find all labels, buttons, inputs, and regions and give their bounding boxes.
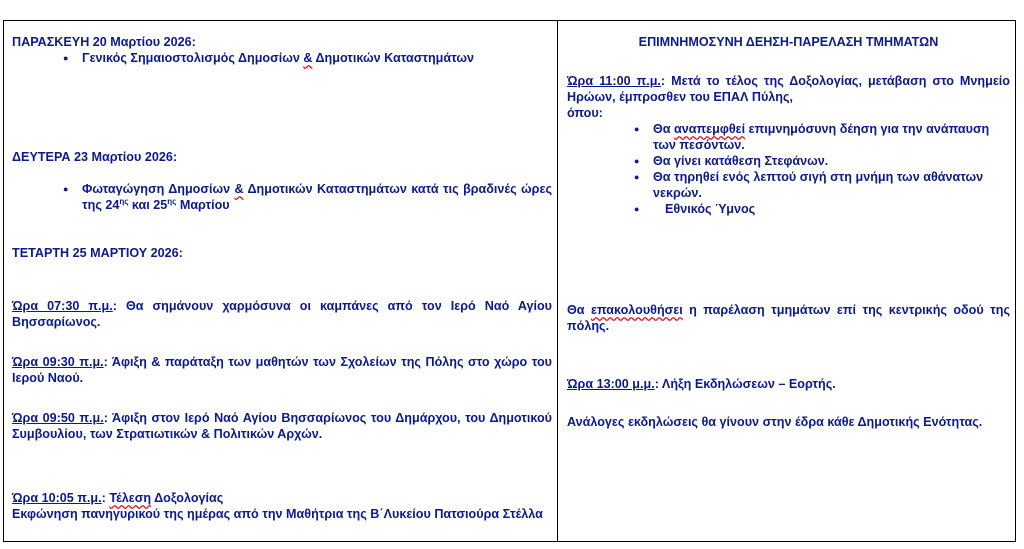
monday-bullet-part2: Δημοτικών Καταστημάτων κατά τις βραδινές ώρες της 24 [82, 182, 552, 212]
event-0950-time: Ώρα 09:50 π.μ. [12, 411, 104, 425]
monday-bullet-part1: Φωταγώγηση Δημοσίων [82, 182, 235, 196]
parade-text [567, 302, 1010, 334]
event-1005-speech: Εκφώνηση πανηγυρικού της ημέρας από την Μαθήτρια της Β΄Λυκείου Πατσιούρα Στέλλα [12, 507, 543, 521]
friday-list [82, 50, 552, 66]
wednesday-heading: ΤΕΤΑΡΤΗ 25 ΜΑΡΤΙΟΥ 2026: [12, 246, 183, 260]
ceremony-bullet-1-word: αναπεμφθεί [674, 122, 746, 136]
column-divider [557, 20, 558, 542]
event-1005-text: Δοξολογίας [151, 491, 224, 505]
event-0950-text: : Άφιξη στον Ιερό Ναό Αγίου Βησσαρίωνος του Δημάρχου, του Δημοτικού Συμβουλίου, των Στρατιωτικών & Πολιτικών Αρχών. [12, 411, 552, 441]
monday-section [12, 149, 552, 213]
event-1005-time: Ώρα 10:05 π.μ. [12, 491, 102, 505]
event-0730 [12, 298, 552, 330]
ceremony-list [653, 121, 1010, 217]
friday-bullet-part1: Γενικός Σημαιοστολισμός Δημοσίων [82, 51, 304, 65]
event-1005 [12, 490, 552, 522]
wednesday-section [12, 245, 552, 261]
monday-bullet-amp: & [234, 182, 244, 196]
event-1005-celebration: Τέλεση [109, 491, 152, 505]
event-1300 [567, 376, 1010, 392]
event-1005-sep: : [101, 491, 110, 505]
monday-bullet [82, 181, 552, 213]
ceremony-bullet-1-part1: Θα [653, 122, 675, 136]
friday-bullet-amp: & [303, 51, 313, 65]
event-1100-where: όπου: [567, 106, 603, 120]
monday-bullet-part4: Μαρτίου [176, 198, 230, 212]
right-title: ΕΠΙΜΝΗΜΟΣΥΝΗ ΔΕΗΣΗ-ΠΑΡΕΛΑΣΗ ΤΜΗΜΑΤΩΝ [638, 35, 939, 49]
parade-text-part2: η παρέλαση τμημάτων επί της κεντρικής οδού της πόλης. [567, 303, 1010, 333]
friday-heading: ΠΑΡΑΣΚΕΥΗ 20 Μαρτίου 2026: [12, 35, 196, 49]
event-0730-text: : Θα σημάνουν χαρμόσυνα οι καμπάνες από τον Ιερό Ναό Αγίου Βησσαρίωνος. [12, 299, 553, 329]
ceremony-bullet-4: ● Εθνικός Ύμνος [653, 201, 1010, 217]
ceremony-bullet-1 [653, 121, 1010, 153]
event-0730-time: Ώρα 07:30 π.μ. [12, 299, 113, 313]
monday-list [82, 181, 552, 213]
event-1100-time: Ώρα 11:00 π.μ. [567, 74, 661, 88]
event-1100 [567, 73, 1010, 217]
ceremony-bullet-1-part2: επιμνημόσυνη δέηση για την ανάπαυση των πεσόντων. [653, 122, 990, 152]
monday-bullet-part3: και 25 [128, 198, 168, 212]
event-1100-text: : Μετά το τέλος της Δοξολογίας, μετάβαση στο Μνημείο Ηρώων, έμπροσθεν του ΕΠΑΛ Πύλης, [567, 74, 1010, 104]
event-0930-time: Ώρα 09:30 π.μ. [12, 355, 104, 369]
friday-bullet [82, 50, 552, 66]
local-events-text: Ανάλογες εκδηλώσεις θα γίνουν στην έδρα κάθε Δημοτικής Ενότητας. [567, 415, 983, 429]
friday-section [12, 34, 552, 66]
event-0950 [12, 410, 552, 442]
friday-bullet-part2: Δημοτικών Καταστημάτων [312, 51, 475, 65]
monday-heading: ΔΕΥΤΕΡΑ 23 Μαρτίου 2026: [12, 150, 178, 164]
ceremony-bullet-3: ● Θα τηρηθεί ενός λεπτού σιγή στη μνήμη των αθάνατων νεκρών. [653, 169, 1010, 201]
event-1300-time: Ώρα 13:00 μ.μ. [567, 377, 655, 391]
event-0930-text: : Άφιξη & παράταξη των μαθητών των Σχολείων της Πόλης στο χώρο του Ιερού Ναού. [12, 355, 552, 385]
parade-text-word: επακολουθήσει [590, 303, 683, 317]
parade-text-part1: Θα [567, 303, 591, 317]
event-1300-text: : Λήξη Εκδηλώσεων – Εορτής. [654, 377, 836, 391]
event-0930 [12, 354, 552, 386]
monday-sup-1: ης [119, 196, 129, 206]
local-events-note [567, 414, 1010, 430]
monday-sup-2: ης [167, 196, 177, 206]
ceremony-bullet-2: ● Θα γίνει κατάθεση Στεφάνων. [653, 153, 1010, 169]
